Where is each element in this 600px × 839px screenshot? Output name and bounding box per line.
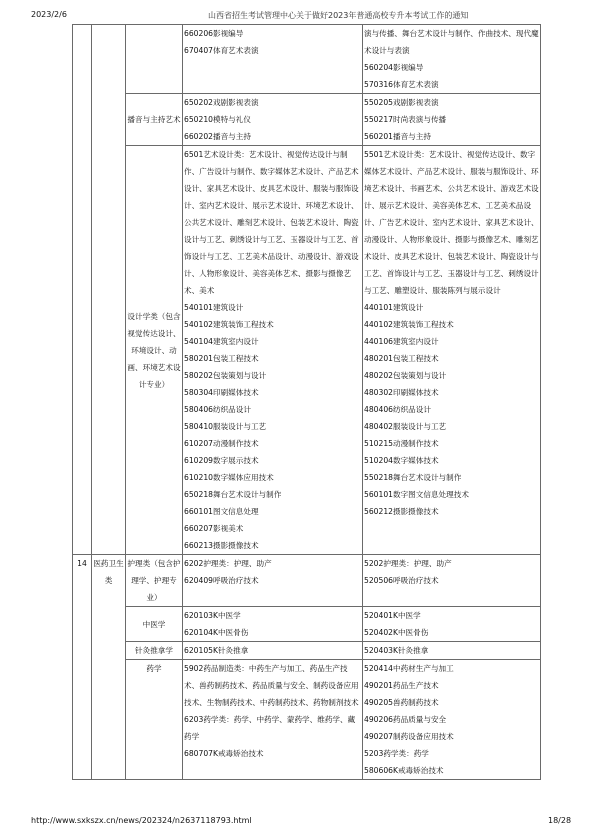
page-url[interactable]: http://www.sxkszx.cn/news/202324/n2637118793.html [31,816,252,825]
table-row [73,555,541,607]
list-item: 650202戏剧影视表演 [184,98,259,107]
list-item: 620103K中医学 [184,611,241,620]
list-item: 480406纺织品设计 [364,405,431,414]
list-item: 490206药品质量与安全 [364,715,447,724]
higher-vocational-majors-cell [183,555,363,607]
list-item: 5501艺术设计类：艺术设计、视觉传达设计、数字媒体艺术设计、产品艺术设计、服装与服饰设计、环境艺术设计、书画艺术、公共艺术设计、游戏艺术设计、展示艺术设计、美容美体艺术、工艺美术品设计、广告艺术设计、室内艺术设计、家具艺术设计、动漫设计、人物形象设计、摄影与摄像艺术、雕刻艺术设计、皮具艺术设计、包装艺术设计、陶瓷设计与工艺、首饰设计与工艺、玉器设计与工艺、刺绣设计与工艺、雕塑设计、服装陈列与展示设计 [364,150,539,295]
list-item: 510215动漫制作技术 [364,439,439,448]
subject-cell: 播音与主持艺术 [126,94,183,146]
higher-vocational-majors-cell [183,660,363,780]
subject-cell: 药学 [126,660,183,780]
category-cell: 医药卫生类 [92,555,126,780]
list-item: 580410服装设计与工艺 [184,422,267,431]
new-catalog-majors-cell [363,660,541,780]
list-item: 580201包装工程技术 [184,354,259,363]
list-item: 520414中药材生产与加工 [364,664,454,673]
list-item: 440101建筑设计 [364,303,424,312]
higher-vocational-majors-cell [183,146,363,555]
list-item: 560212摄影摄像技术 [364,507,439,516]
list-item: 560201播音与主持 [364,132,431,141]
list-item: 580202包装策划与设计 [184,371,267,380]
list-item: 550218舞台艺术设计与制作 [364,473,462,482]
new-catalog-majors-cell [363,642,541,660]
list-item: 510204数字媒体技术 [364,456,439,465]
list-item: 520402K中医骨伤 [364,628,429,637]
list-item: 660202播音与主持 [184,132,251,141]
list-item: 490205兽药制药技术 [364,698,439,707]
higher-vocational-majors-cell [183,607,363,642]
list-item: 660213摄影摄像技术 [184,541,259,550]
list-item: 610209数字展示技术 [184,456,259,465]
list-item: 540102建筑装饰工程技术 [184,320,274,329]
list-item: 6202护理类：护理、助产 [184,559,272,568]
list-item: 5202护理类：护理、助产 [364,559,452,568]
list-item: 6501艺术设计类：艺术设计、视觉传达设计与制作、广告设计与制作、数字媒体艺术设计、产品艺术设计、家具艺术设计、皮具艺术设计、服装与服饰设计、室内艺术设计、展示艺术设计、环境艺术设计、公共艺术设计、雕刻艺术设计、包装艺术设计、陶瓷设计与工艺、刺绣设计与工艺、玉器设计与工艺、首饰设计与工艺、工艺美术品设计、动漫设计、游戏设计、人物形象设计、美容美体艺术、摄影与摄像艺术、美术 [184,150,359,295]
list-item: 620104K中医骨伤 [184,628,249,637]
list-item: 580606K戒毒矫治技术 [364,766,444,775]
list-item: 520401K中医学 [364,611,421,620]
list-item: 660206影视编导 [184,29,244,38]
category-cell [92,25,126,555]
higher-vocational-majors-cell [183,25,363,94]
new-catalog-majors-cell [363,607,541,642]
list-item: 620105K针灸推拿 [184,646,249,655]
list-item: 580304印刷媒体技术 [184,388,259,397]
list-item: 650210模特与礼仪 [184,115,251,124]
list-item: 620409呼吸治疗技术 [184,576,259,585]
list-item: 680707K戒毒矫治技术 [184,749,264,758]
subject-cell: 针灸推拿学 [126,642,183,660]
list-item: 480201包装工程技术 [364,354,439,363]
subject-cell [126,25,183,94]
list-item: 演与传播、舞台艺术设计与制作、作曲技术、现代魔术设计与表演 [364,29,539,55]
list-item: 480402服装设计与工艺 [364,422,447,431]
list-item: 480202包装策划与设计 [364,371,447,380]
list-item: 670407体育艺术表演 [184,46,259,55]
subject-cell: 设计学类（包含视觉传达设计、环境设计、动画、环境艺术设计专业） [126,146,183,555]
list-item: 550205戏剧影视表演 [364,98,439,107]
list-item: 650218舞台艺术设计与制作 [184,490,282,499]
list-item: 440102建筑装饰工程技术 [364,320,454,329]
document-title: 山西省招生考试管理中心关于做好2023年普通高校专升本考试工作的通知 [208,11,469,20]
table-row [73,607,541,642]
list-item: 560101数字图文信息处理技术 [364,490,469,499]
row-number-cell [73,25,92,555]
list-item: 560204影视编导 [364,63,424,72]
list-item: 490201药品生产技术 [364,681,439,690]
table-row [73,25,541,94]
row-number-cell: 14 [73,555,92,780]
major-mapping-table [72,24,541,780]
list-item: 550217时尚表演与传播 [364,115,447,124]
list-item: 540104建筑室内设计 [184,337,259,346]
list-item: 610207动漫制作技术 [184,439,259,448]
list-item: 5902药品制造类：中药生产与加工、药品生产技术、兽药制药技术、药品质量与安全、制药设备应用技术、生物制药技术、中药制药技术、药物制剂技术 [184,664,359,707]
higher-vocational-majors-cell [183,642,363,660]
new-catalog-majors-cell [363,146,541,555]
list-item: 540101建筑设计 [184,303,244,312]
list-item: 520403K针灸推拿 [364,646,429,655]
higher-vocational-majors-cell [183,94,363,146]
list-item: 6203药学类：药学、中药学、蒙药学、维药学、藏药学 [184,715,356,741]
list-item: 480302印刷媒体技术 [364,388,439,397]
table-row [73,660,541,780]
list-item: 440106建筑室内设计 [364,337,439,346]
list-item: 610210数字媒体应用技术 [184,473,274,482]
print-date: 2023/2/6 [31,10,67,19]
new-catalog-majors-cell [363,555,541,607]
new-catalog-majors-cell [363,25,541,94]
table-row [73,146,541,555]
list-item: 490207制药设备应用技术 [364,732,454,741]
list-item: 520506呼吸治疗技术 [364,576,439,585]
subject-cell: 护理类（包含护理学、护理专业） [126,555,183,607]
new-catalog-majors-cell [363,94,541,146]
list-item: 660207影视美术 [184,524,244,533]
list-item: 570316体育艺术表演 [364,80,439,89]
list-item: 5203药学类：药学 [364,749,429,758]
table-row [73,94,541,146]
list-item: 580406纺织品设计 [184,405,251,414]
table-row [73,642,541,660]
subject-cell: 中医学 [126,607,183,642]
list-item: 660101图文信息处理 [184,507,259,516]
page-number: 18/28 [548,816,572,825]
